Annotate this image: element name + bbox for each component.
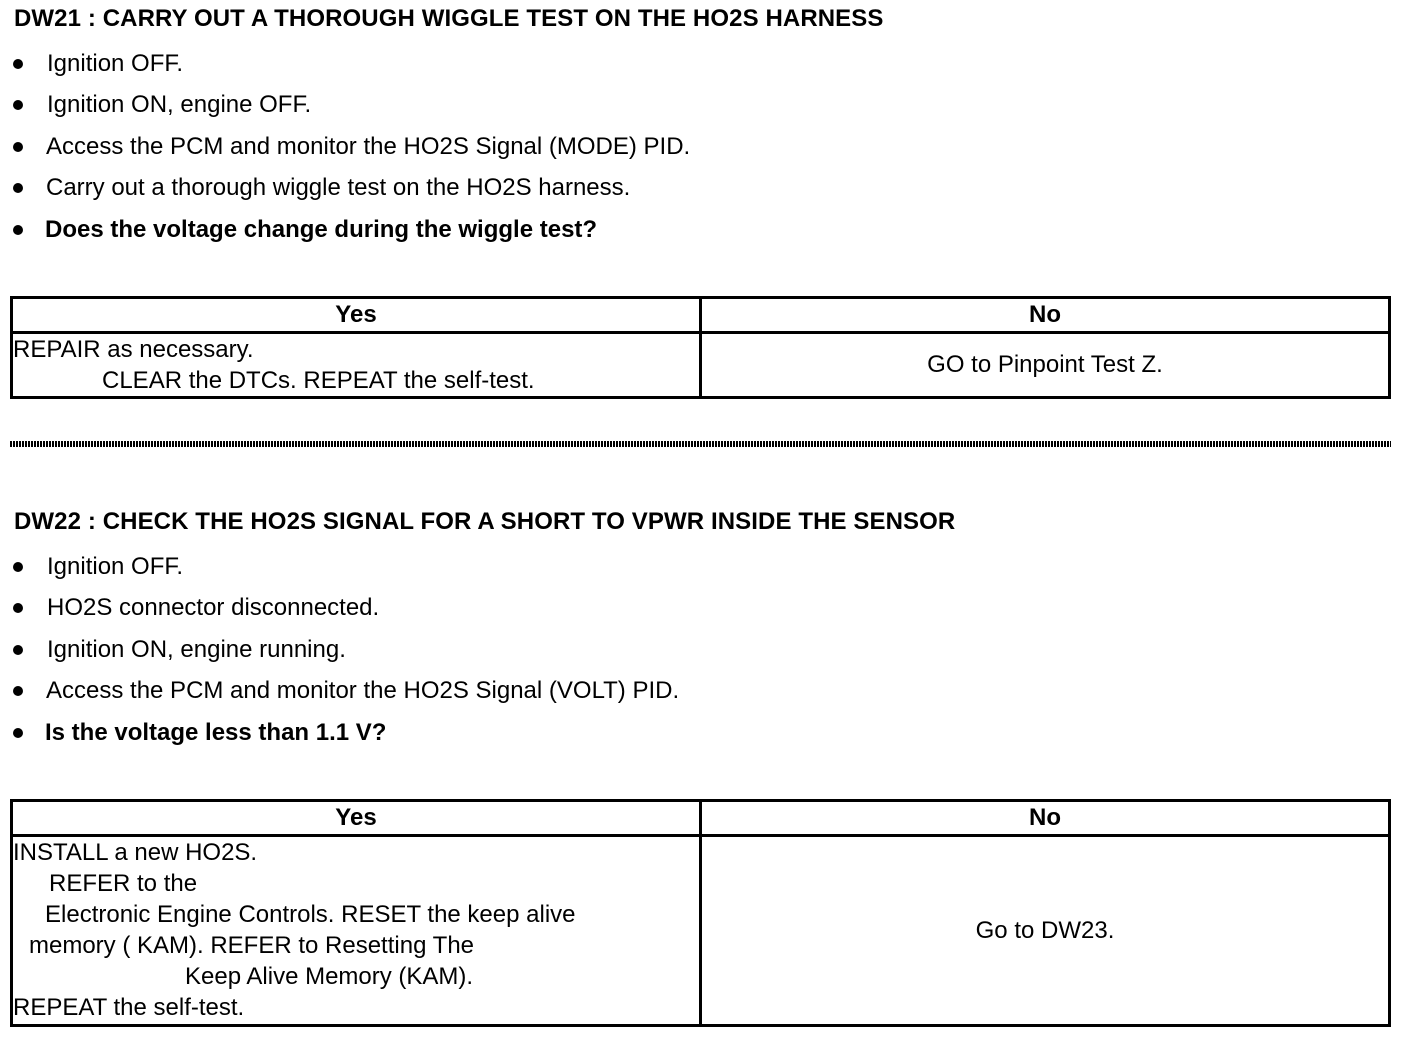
yes-line: INSTALL a new HO2S. (13, 839, 258, 866)
yes-cell (12, 836, 701, 1026)
step-text: Ignition ON, engine OFF. (47, 91, 312, 119)
answer-table-dw22 (10, 799, 1391, 1027)
bullet-icon (13, 603, 23, 613)
yes-header: Yes (12, 801, 701, 836)
bullet-icon (13, 59, 23, 69)
yes-line: REFER to the (49, 870, 198, 897)
no-cell: Go to DW23. (701, 836, 1390, 1026)
no-header: No (701, 298, 1390, 333)
bullet-icon (13, 645, 23, 655)
yes-header: Yes (12, 298, 701, 333)
yes-line: CLEAR the DTCs. REPEAT the self-test. (102, 367, 535, 394)
bullet-icon (13, 728, 23, 738)
step-text: Access the PCM and monitor the HO2S Signal (VOLT) PID. (46, 677, 680, 705)
step-text: Ignition ON, engine running. (47, 635, 346, 663)
step-text: Carry out a thorough wiggle test on the HO2S harness. (46, 174, 631, 202)
section-heading-dw22: DW22 : CHECK THE HO2S SIGNAL FOR A SHORT TO VPWR INSIDE THE SENSOR (14, 508, 956, 535)
bullet-icon (13, 225, 23, 235)
bullet-icon (13, 183, 23, 193)
yes-line: Keep Alive Memory (KAM). (185, 963, 474, 990)
section-divider (10, 441, 1391, 447)
no-cell: GO to Pinpoint Test Z. (701, 333, 1390, 398)
step-question: Is the voltage less than 1.1 V? (45, 718, 387, 746)
step-question: Does the voltage change during the wiggle test? (45, 215, 598, 243)
answer-table-dw21 (10, 296, 1391, 399)
step-text: HO2S connector disconnected. (47, 594, 380, 622)
yes-line: REPEAT the self-test. (13, 994, 245, 1021)
section-heading-dw21: DW21 : CARRY OUT A THOROUGH WIGGLE TEST ON THE HO2S HARNESS (14, 5, 884, 32)
step-text: Ignition OFF. (47, 553, 184, 580)
no-header: No (701, 801, 1390, 836)
bullet-icon (13, 562, 23, 572)
yes-cell (12, 333, 701, 398)
bullet-icon (13, 142, 23, 152)
yes-line: Electronic Engine Controls. RESET the keep alive (45, 901, 576, 928)
step-text: Ignition OFF. (47, 50, 184, 77)
step-text: Access the PCM and monitor the HO2S Signal (MODE) PID. (46, 132, 691, 160)
yes-line: REPAIR as necessary. (13, 336, 254, 363)
bullet-icon (13, 100, 23, 110)
yes-line: memory ( KAM). REFER to Resetting The (29, 932, 475, 959)
bullet-icon (13, 686, 23, 696)
